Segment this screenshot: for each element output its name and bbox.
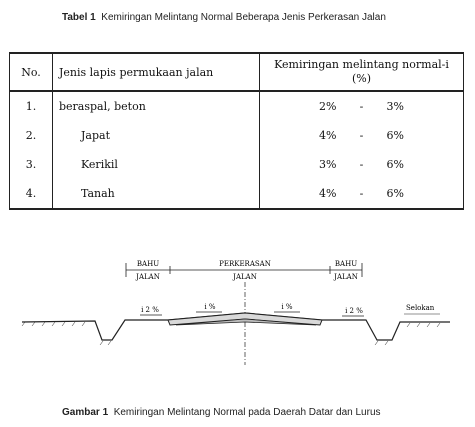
row-jenis-text: Japat	[81, 129, 110, 142]
table-caption-label: Tabel 1	[62, 12, 96, 23]
header-no: No.	[10, 53, 53, 91]
row-slope	[260, 121, 464, 150]
header-kemiringan	[260, 53, 464, 91]
table-header-row	[10, 53, 464, 91]
row-slope	[260, 150, 464, 179]
row-jenis	[53, 121, 260, 150]
header-kemiringan-line2: (%)	[351, 72, 372, 85]
row-slope-sep: -	[359, 158, 364, 171]
row-slope-max: 6%	[386, 187, 404, 200]
label-jalan-right: JALAN	[334, 273, 358, 281]
row-slope-max: 6%	[386, 158, 404, 171]
label-bahu-right: BAHU	[334, 260, 358, 268]
row-jenis-text: Kerikil	[81, 158, 118, 171]
label-selokan: Selokan	[406, 304, 435, 312]
table-row	[10, 150, 464, 179]
row-slope-min: 2%	[319, 100, 337, 113]
slope-label-pave-right: i %	[281, 303, 293, 311]
header-kemiringan-line1: Kemiringan melintang normal-i	[274, 58, 449, 71]
row-jenis	[53, 150, 260, 179]
row-slope-max: 6%	[386, 129, 404, 142]
slope-label-shoulder-right: i 2 %	[345, 307, 363, 315]
row-slope-sep: -	[359, 187, 364, 200]
row-slope-min: 4%	[319, 129, 337, 142]
row-slope-sep: -	[359, 100, 364, 113]
table-caption-text: Kemiringan Melintang Normal Beberapa Jenis Perkerasan Jalan	[101, 12, 386, 23]
row-jenis	[53, 179, 260, 209]
label-perkerasan: PERKERASAN	[219, 260, 271, 268]
row-no: 3.	[10, 150, 53, 179]
ground-hatch	[22, 322, 440, 345]
figure-caption-label: Gambar 1	[62, 407, 109, 418]
label-bahu-left: BAHU	[136, 260, 160, 268]
row-slope-min: 3%	[319, 158, 337, 171]
cross-section-diagram	[0, 240, 475, 390]
row-slope-max: 3%	[386, 100, 404, 113]
slope-table	[9, 52, 464, 210]
slope-label-shoulder-left: i 2 %	[141, 306, 159, 314]
row-no: 2.	[10, 121, 53, 150]
slope-label-pave-left: i %	[204, 303, 216, 311]
row-no: 4.	[10, 179, 53, 209]
label-jalan-center: JALAN	[233, 273, 257, 281]
row-slope-sep: -	[359, 129, 364, 142]
header-jenis: Jenis lapis permukaan jalan	[53, 53, 260, 91]
figure-caption-text: Kemiringan Melintang Normal pada Daerah Datar dan Lurus	[113, 407, 381, 418]
table-caption	[62, 12, 386, 23]
row-jenis	[53, 91, 260, 121]
row-slope-min: 4%	[319, 187, 337, 200]
table-row	[10, 179, 464, 209]
table-row	[10, 91, 464, 121]
figure-caption	[62, 407, 381, 418]
row-jenis-text: beraspal, beton	[59, 100, 146, 113]
table-row	[10, 121, 464, 150]
row-slope	[260, 179, 464, 209]
label-jalan-left: JALAN	[136, 273, 160, 281]
row-jenis-text: Tanah	[81, 187, 115, 200]
row-no: 1.	[10, 91, 53, 121]
row-slope	[260, 91, 464, 121]
